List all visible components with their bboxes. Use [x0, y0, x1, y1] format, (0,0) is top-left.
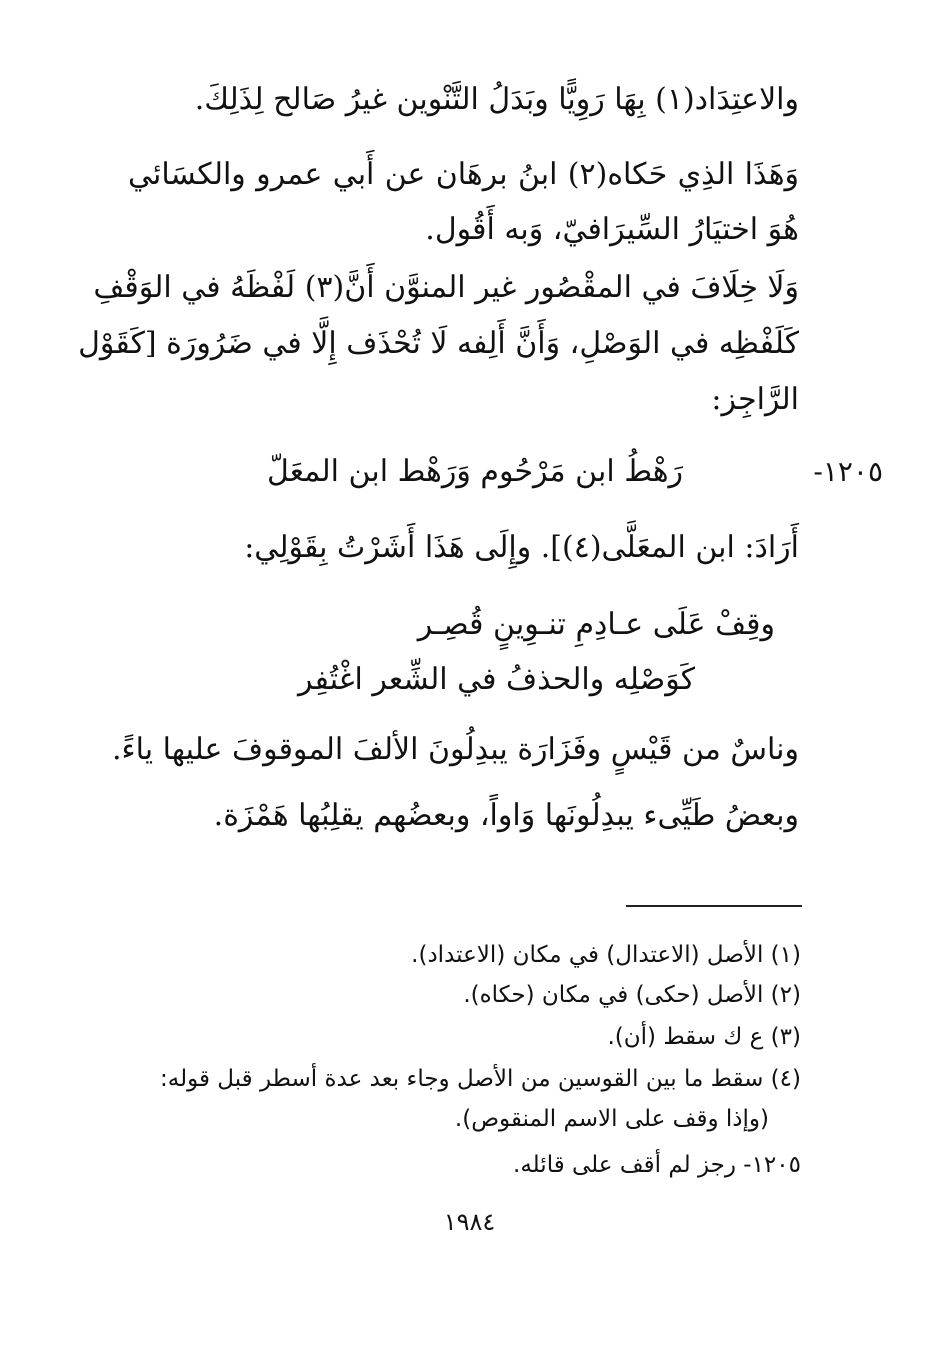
body-text-line: الرَّاجِز:: [711, 382, 799, 417]
body-text-line: أَرَادَ: ابن المعَلَّى(٤)]. وإِلَى هَذَا أَشَرْتُ بِقَوْلِي:: [244, 530, 799, 565]
body-text-line: كَلَفْظِه في الوَصْلِ، وَأَنَّ أَلِفه لَا تُحْذَف إِلَّا في ضَرُورَة [كَقَوْل: [78, 326, 799, 361]
body-text-line: والاعتِدَاد(١) بِهَا رَوِيًّا وبَدَلُ التَّنْوين غيرُ صَالح لِذَلِكَ.: [194, 82, 799, 117]
body-text-line: وناسٌ من قَيْسٍ وفَزَارَة يبدِلُونَ الألفَ الموقوفَ عليها ياءً.: [111, 732, 799, 767]
footnote: (٢) الأصل (حكى) في مكان (حكاه).: [463, 982, 801, 1008]
footnote: (١) الأصل (الاعتدال) في مكان (الاعتداد).: [411, 942, 801, 968]
poem-verse: رَهْطُ ابن مَرْحُوم وَرَهْط ابن المعَلّ: [266, 454, 683, 489]
footnote-divider: [626, 905, 802, 907]
verse-hemistich: وقِفْ عَلَى عـادِمِ تنـوِينٍ قُصِـر: [417, 607, 775, 642]
body-text-line: وَلَا خِلَافَ في المقْصُور غير المنوَّن أَنَّ(٣) لَفْظَهُ في الوَقْفِ: [93, 270, 799, 305]
page-number: ١٩٨٤: [443, 1208, 496, 1236]
footnote: ١٢٠٥- رجز لم أقف على قائله.: [513, 1152, 801, 1178]
footnote-continuation: (وإذا وقف على الاسم المنقوص).: [454, 1106, 769, 1132]
body-text-line: وبعضُ طَيِّىء يبدِلُونَها وَاواً، وبعضُهم يقلِبُها هَمْزَة.: [213, 798, 799, 833]
footnote: (٤) سقط ما بين القوسين من الأصل وجاء بعد عدة أسطر قبل قوله:: [160, 1066, 801, 1092]
poem-number: ١٢٠٥-: [813, 455, 883, 488]
footnote: (٣) ع ك سقط (أن).: [607, 1024, 801, 1050]
body-text-line: هُوَ اختيَارُ السِّيرَافيّ، وَبه أَقُول.: [425, 212, 799, 247]
verse-hemistich: كَوَصْلِه والحذفُ في الشِّعر اغْتُفِر: [297, 662, 695, 697]
body-text-line: وَهَذَا الذِي حَكاه(٢) ابنُ برهَان عن أَبي عمرو والكسَائي: [128, 157, 799, 192]
